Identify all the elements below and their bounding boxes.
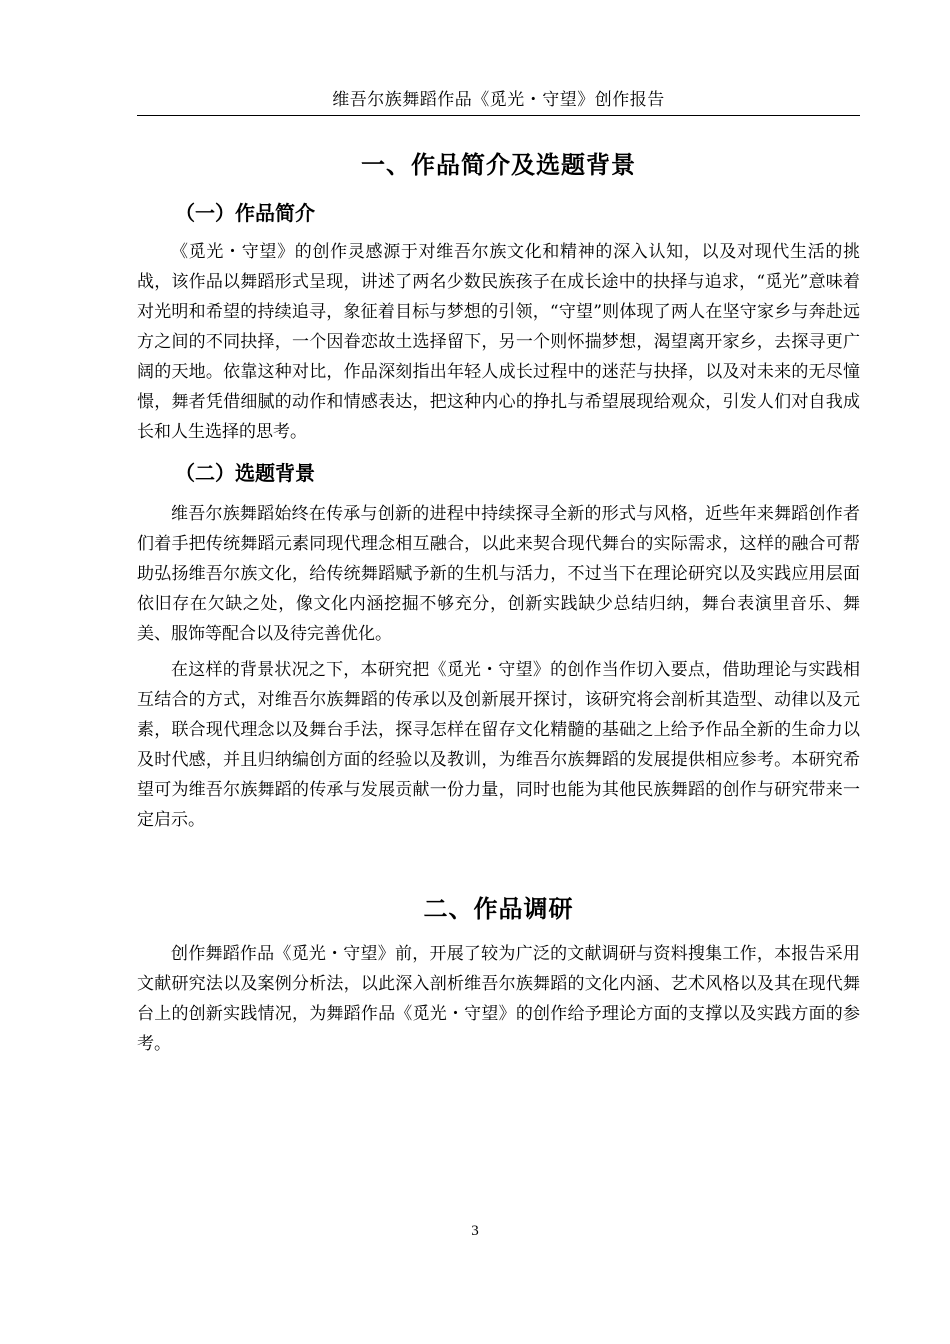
header-rule [137,115,860,116]
subsection-2-title: （二）选题背景 [175,461,315,485]
background-paragraph-2: 在这样的背景状况之下，本研究把《觅光・守望》的创作当作切入要点，借助理论与实践相互结合的方式，对维吾尔族舞蹈的传承以及创新展开探讨，该研究将会剖析其造型、动律以及元素，联合现代理念以及舞台手法，探寻怎样在留存文化精髓的基础之上给予作品全新的生命力以及时代感，并且归纳编创方面的经验以及教训，为维吾尔族舞蹈的发展提供相应参考。本研究希望可为维吾尔族舞蹈的传承与发展贡献一份力量，同时也能为其他民族舞蹈的创作与研究带来一定启示。 [137,660,860,830]
subsection-1-title: （一）作品简介 [175,201,315,225]
research-paragraph: 创作舞蹈作品《觅光・守望》前，开展了较为广泛的文献调研与资料搜集工作，本报告采用文献研究法以及案例分析法，以此深入剖析维吾尔族舞蹈的文化内涵、艺术风格以及其在现代舞台上的创新实践情况，为舞蹈作品《觅光・守望》的创作给予理论方面的支撑以及实践方面的参考。 [137,944,860,1054]
section-1-title: 一、作品简介及选题背景 [361,151,636,179]
intro-paragraph: 《觅光・守望》的创作灵感源于对维吾尔族文化和精神的深入认知，以及对现代生活的挑战，该作品以舞蹈形式呈现，讲述了两名少数民族孩子在成长途中的抉择与追求，“觅光”意味着对光明和希望的持续追寻，象征着目标与梦想的引领，“守望”则体现了两人在坚守家乡与奔赴远方之间的不同抉择，一个因眷恋故土选择留下，另一个则怀揣梦想，渴望离开家乡，去探寻更广阔的天地。依靠这种对比，作品深刻指出年轻人成长过程中的迷茫与抉择，以及对未来的无尽憧憬，舞者凭借细腻的动作和情感表达，把这种内心的挣扎与希望展现给观众，引发人们对自我成长和人生选择的思考。 [137,242,860,442]
background-paragraph-1: 维吾尔族舞蹈始终在传承与创新的进程中持续探寻全新的形式与风格，近些年来舞蹈创作者们着手把传统舞蹈元素同现代理念相互融合，以此来契合现代舞台的实际需求，这样的融合可帮助弘扬维吾尔族文化，给传统舞蹈赋予新的生机与活力，不过当下在理论研究以及实践应用层面依旧存在欠缺之处，像文化内涵挖掘不够充分，创新实践缺少总结归纳，舞台表演里音乐、舞美、服饰等配合以及待完善优化。 [137,504,860,644]
page-content [137,130,860,1059]
page-number: 3 [471,1223,479,1239]
running-header: 维吾尔族舞蹈作品《觅光・守望》创作报告 [332,90,665,110]
section-2-title: 二、作品调研 [423,895,574,923]
